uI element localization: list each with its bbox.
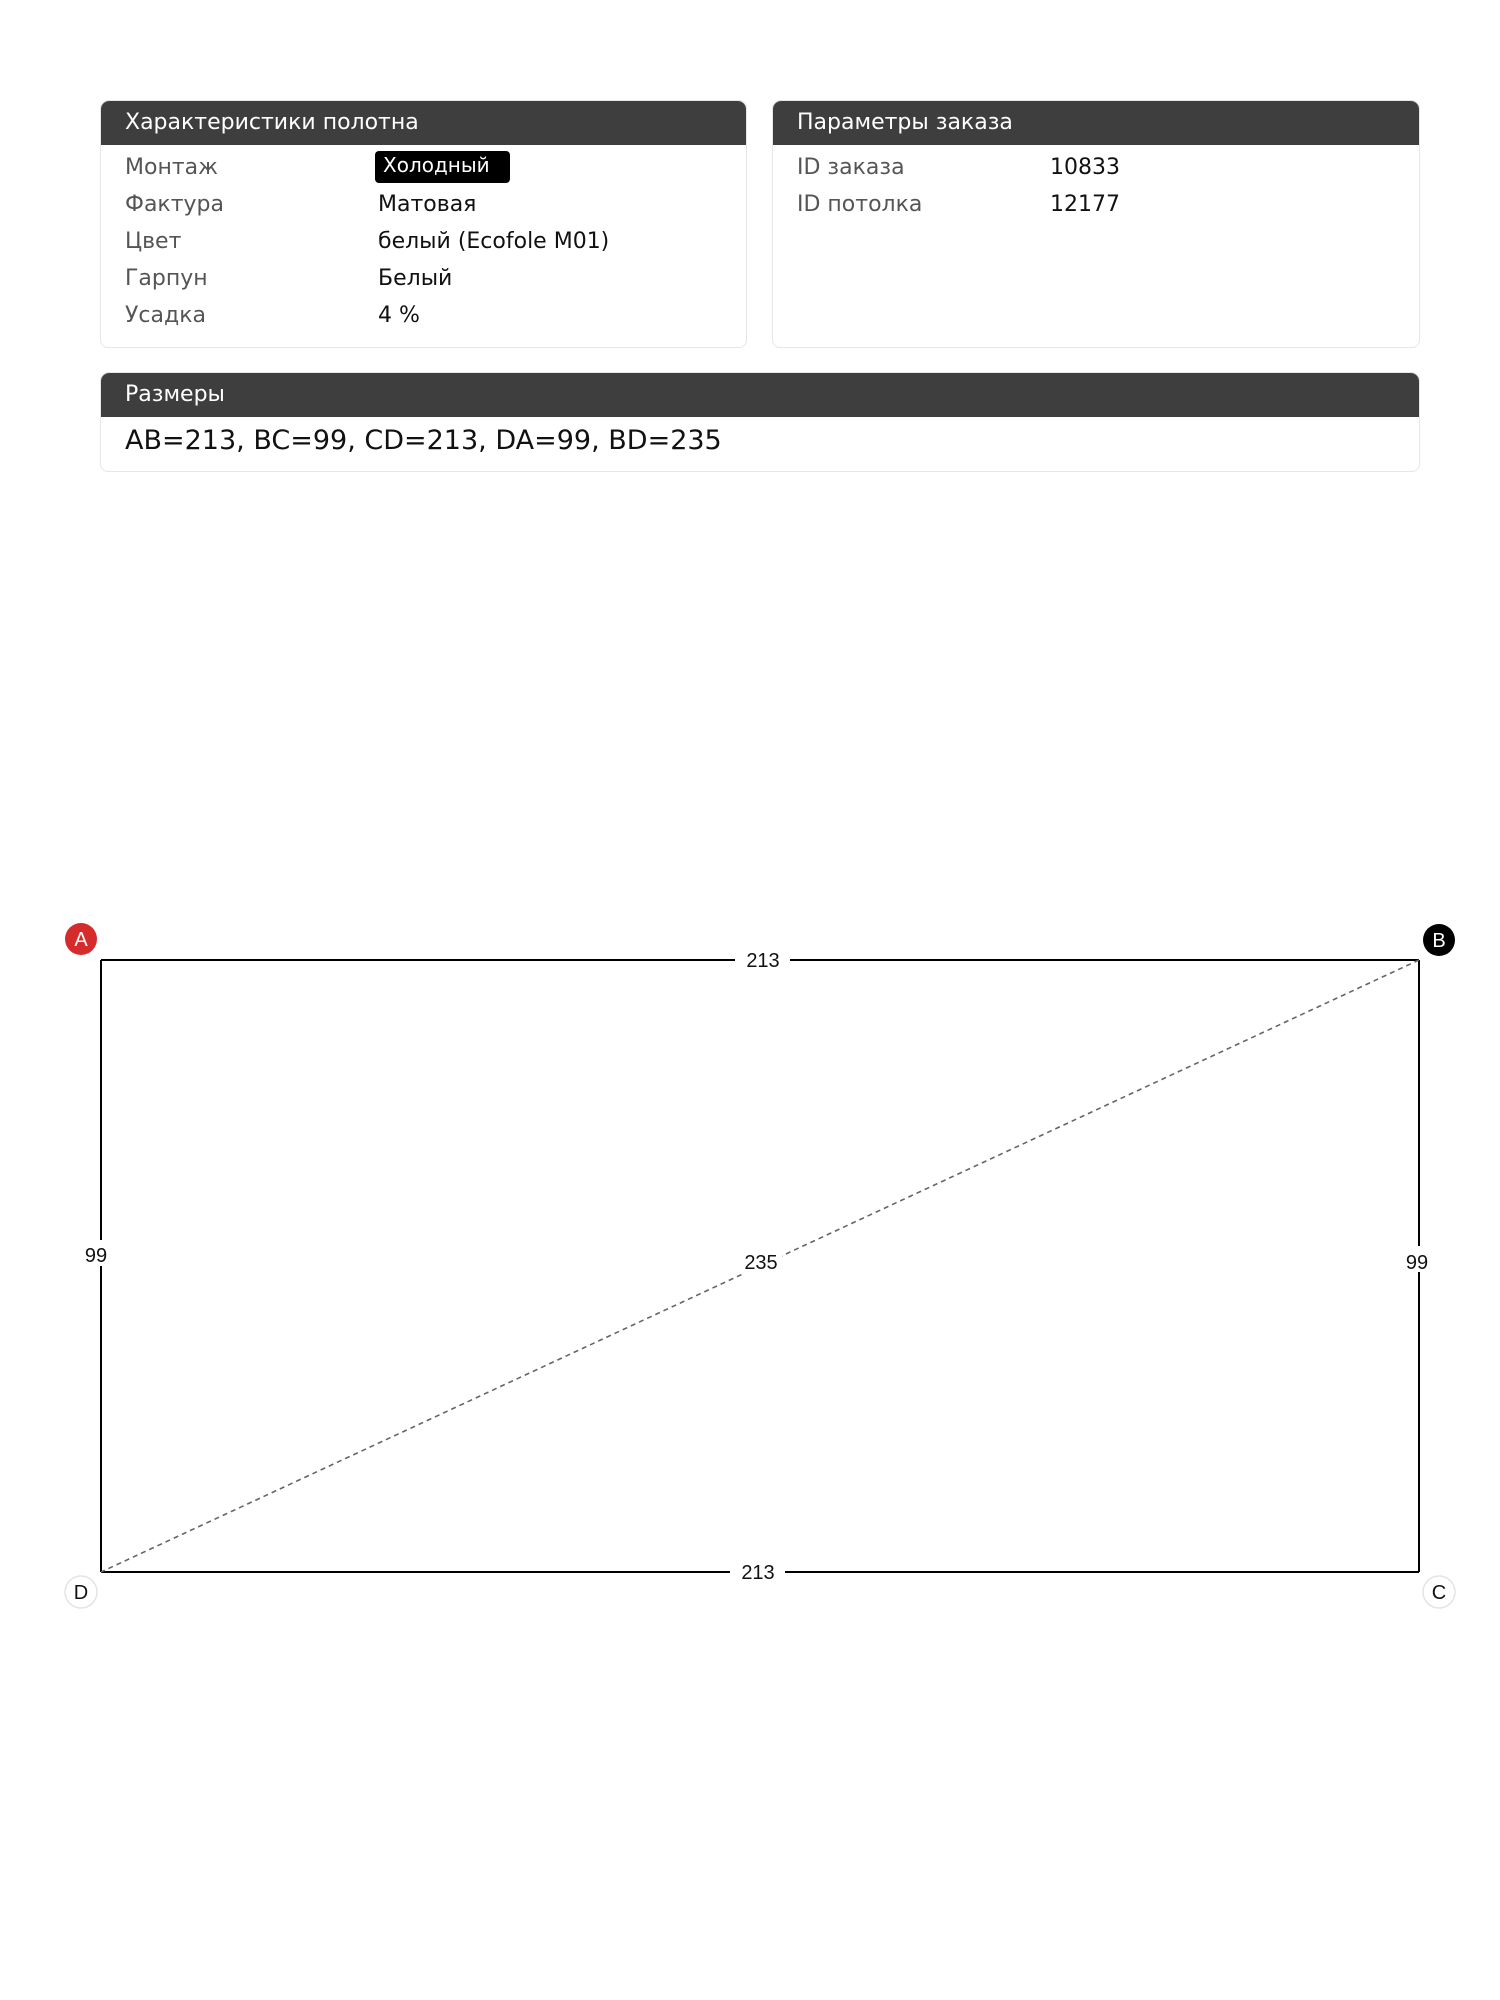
canvas-specs-title: Характеристики полотна (101, 101, 746, 145)
spec-label: Гарпун (125, 266, 208, 291)
spec-label: Цвет (125, 229, 182, 254)
corner-a-marker (65, 923, 97, 955)
dimensions-card (100, 372, 1420, 472)
corner-d-label: D (73, 1582, 89, 1604)
side-cd-label: 213 (741, 1562, 775, 1584)
spec-value: 4 % (378, 303, 420, 328)
order-params-card (772, 100, 1420, 348)
spec-value: Белый (378, 266, 453, 291)
spec-label: Усадка (125, 303, 206, 328)
corner-b-label: B (1432, 930, 1446, 952)
spec-label: Фактура (125, 192, 224, 217)
corner-b-marker (1423, 924, 1455, 956)
side-bc-label: 99 (1405, 1252, 1429, 1274)
spec-value (375, 151, 510, 183)
side-ab-label: 213 (746, 950, 780, 972)
corner-c-marker (1423, 1576, 1455, 1608)
order-params-title: Параметры заказа (773, 101, 1419, 145)
dimensions-title: Размеры (101, 373, 1419, 417)
order-value: 12177 (1050, 192, 1120, 217)
order-label: ID заказа (797, 155, 905, 180)
spec-label: Монтаж (125, 155, 218, 180)
corner-a-label: A (74, 929, 88, 951)
corner-d-marker (65, 1576, 97, 1608)
dimensions-summary: AB=213, BC=99, CD=213, DA=99, BD=235 (125, 425, 722, 456)
canvas-specs-card (100, 100, 747, 348)
order-label: ID потолка (797, 192, 923, 217)
ceiling-drawing (0, 900, 1500, 1620)
mounting-badge: Холодный (375, 151, 510, 183)
corner-c-label: C (1431, 1582, 1447, 1604)
spec-value: Матовая (378, 192, 477, 217)
side-da-label: 99 (84, 1245, 108, 1267)
order-value: 10833 (1050, 155, 1120, 180)
diagonal-bd-label: 235 (744, 1252, 778, 1274)
spec-value: белый (Ecofole M01) (378, 229, 610, 254)
